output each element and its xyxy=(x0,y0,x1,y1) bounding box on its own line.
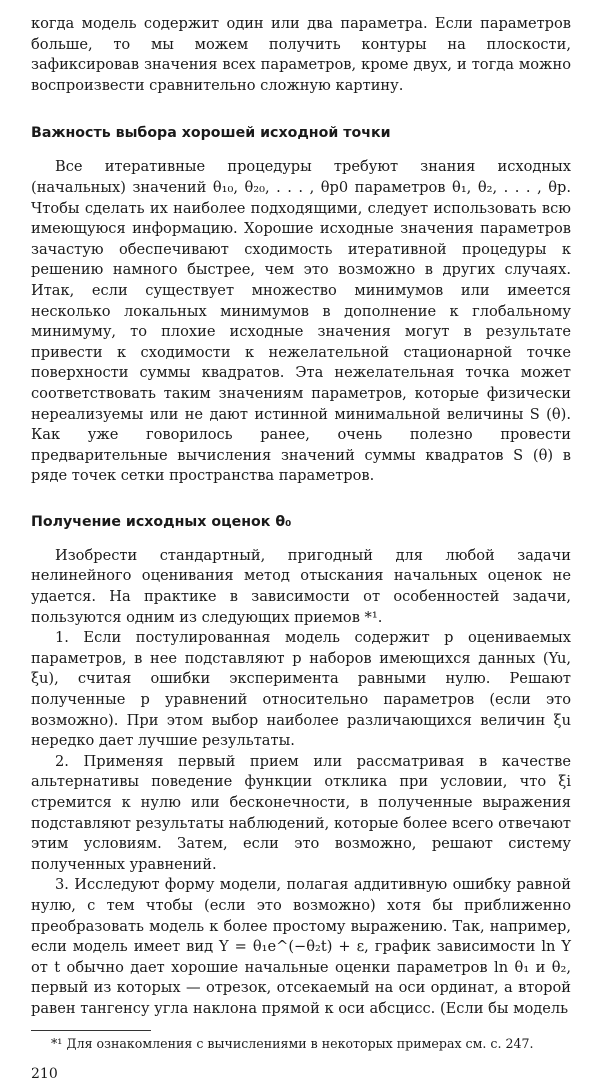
paragraph-method-2: 2. Применяя первый прием или рассматривая в качестве альтернативы поведение функции отклика при условии, что ξi стремится к нулю или бесконечности, в полученные выражения подставляют результаты наблюдений, которые более всего отвечают этим условиям. Затем, если это возможно, решают систему полученных уравнений. xyxy=(31,752,571,873)
footnote: *¹ Для ознакомления с вычислениями в некоторых примерах см. с. 247. xyxy=(51,1035,534,1051)
book-page xyxy=(31,14,571,1082)
paragraph-methods-intro: Изобрести стандартный, пригодный для любой задачи нелинейного оценивания метод отыскания начальных оценок не удается. На практике в зависимости от особенностей задачи, пользуются одним из следующих приемов *¹. xyxy=(31,546,571,626)
footnote-divider xyxy=(31,1030,151,1031)
section-heading-initial-estimates: Получение исходных оценок θ₀ xyxy=(31,513,292,530)
paragraph-iterative-procedures: Все итеративные процедуры требуют знания исходных (начальных) значений θ₁₀, θ₂₀, . . . , θp0 параметров θ₁, θ₂, . . . , θp. Чтобы сделать их наиболее подходящими, следует использовать всю имеющуюся информацию. Хорошие исходные значения параметров зачастую обеспечивают сходимость итеративной процедуры к решению намного быстрее, чем это возможно в других случаях. Итак, если существует множество минимумов или имеется несколько локальных минимумов в дополнение к глобальному минимуму, то плохие исходные значения могут в результате привести к сходимости к нежелательной стационарной точке поверхности суммы квадратов. Эта нежелательная точка может соответствовать таким значениям параметров, которые физически нереализуемы или не дают истинной минимальной величины S (θ). Как уже говорилось ранее, очень полезно провести предварительные вычисления значений суммы квадратов S (θ) в ряде точек сетки пространства параметров. xyxy=(31,158,571,485)
section-heading-starting-point: Важность выбора хорошей исходной точки xyxy=(31,125,391,142)
paragraph-method-3: 3. Исследуют форму модели, полагая аддитивную ошибку равной нулю, с тем чтобы (если это возможно) хотя бы приближенно преобразовать модель к более простому выражению. Так, например, если модель имеет вид Y = θ₁e^(−θ₂t) + ε, график зависимости ln Y от t обычно дает хорошие начальные оценки параметров ln θ₁ и θ₂, первый из которых — отрезок, отсекаемый на оси ординат, а второй равен тангенсу угла наклона прямой к оси абсцисс. (Если бы модель xyxy=(31,876,571,1017)
paragraph-method-1: 1. Если постулированная модель содержит p оцениваемых параметров, в нее подставляют p наборов имеющихся данных (Yu, ξu), считая ошибки эксперимента равными нулю. Решают полученные p уравнений относительно параметров (если это возможно). При этом выбор наиболее различающихся величин ξu нередко дает лучшие результаты. xyxy=(31,629,571,750)
page-number: 210 xyxy=(31,1065,58,1082)
paragraph-intro: когда модель содержит один или два параметра. Если параметров больше, то мы можем получить контуры на плоскости, зафиксировав значения всех параметров, кроме двух, и тогда можно воспроизвести сравнительно сложную картину. xyxy=(31,15,571,94)
